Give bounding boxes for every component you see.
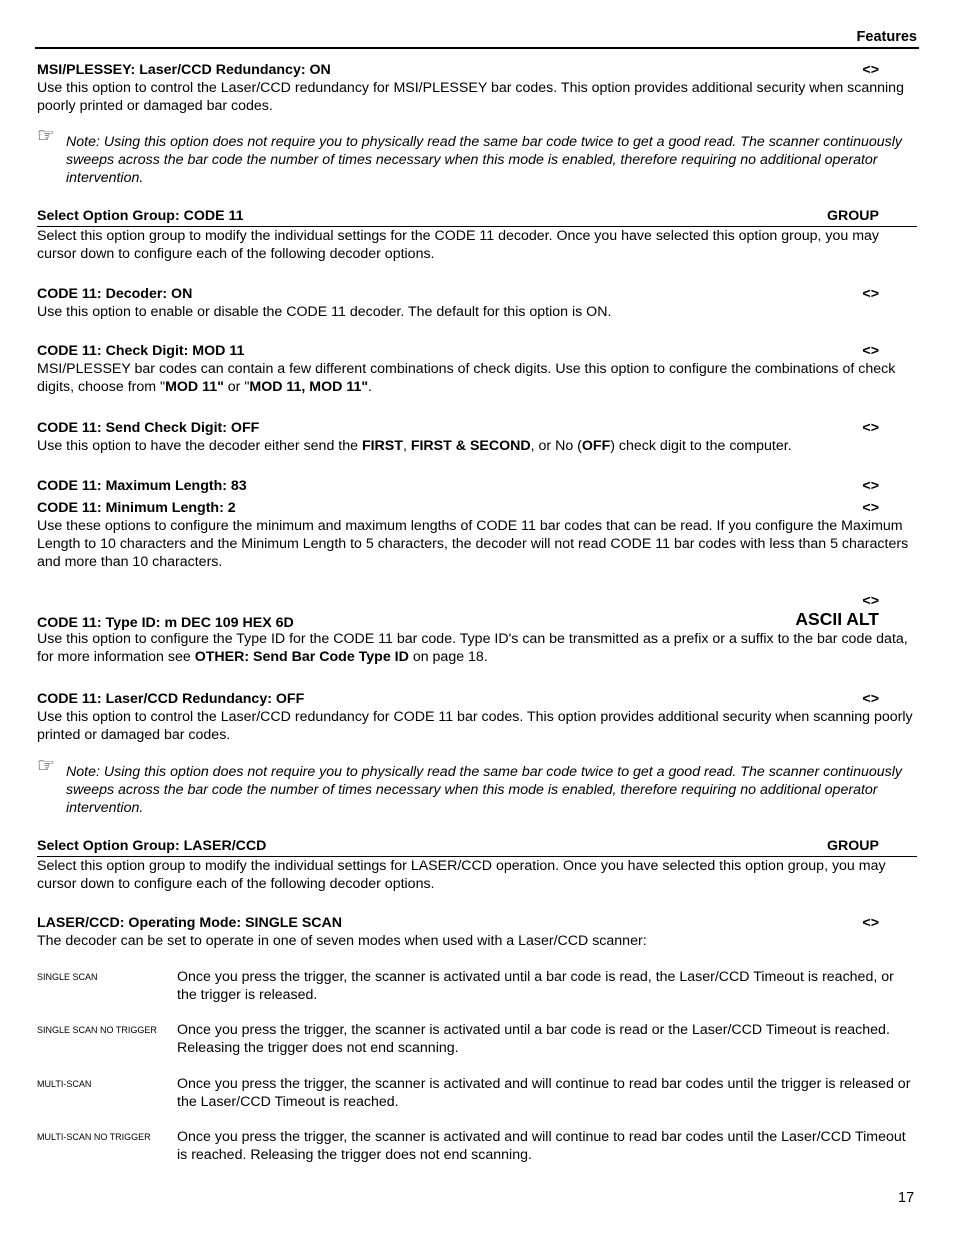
- section-title: MSI/PLESSEY: Laser/CCD Redundancy: ON: [37, 62, 331, 78]
- note-text: Note: Using this option does not require you to physically read the same bar code twice to get a good read. The scanner continuously sweeps across the bar code the number of times necessary when this mode is enabled, therefore requiring no additional operator intervention.: [66, 764, 902, 816]
- group-marker: GROUP: [826, 838, 879, 854]
- pointing-hand-icon: ☞: [37, 125, 55, 147]
- mode-label: MULTI-SCAN: [37, 1079, 92, 1089]
- page-number: 17: [898, 1190, 915, 1206]
- section-msi-redundancy: [37, 61, 917, 115]
- option-marker: <>: [862, 593, 879, 609]
- mode-item: [37, 1075, 917, 1111]
- section-body: Select this option group to modify the individual settings for the CODE 11 decoder. Once you have selected this option group, you may cursor down to configure each of the following decoder options.: [37, 228, 880, 262]
- section-body: The decoder can be set to operate in one of seven modes when used with a Laser/CCD scanner:: [37, 933, 647, 949]
- group-marker: GROUP: [826, 208, 879, 224]
- section-title: LASER/CCD: Operating Mode: SINGLE SCAN: [37, 915, 343, 931]
- section-code11-type-id: [37, 592, 917, 666]
- section-body: Use this option to control the Laser/CCD redundancy for CODE 11 bar codes. This option provides additional security when scanning poorly printed or damaged bar codes.: [37, 709, 913, 743]
- mode-item: [37, 1021, 917, 1057]
- mode-label: MULTI-SCAN NO TRIGGER: [37, 1132, 151, 1142]
- section-code11-redundancy: [37, 690, 917, 744]
- mode-label: SINGLE SCAN: [37, 972, 98, 982]
- option-marker: <>: [862, 343, 879, 359]
- header-rule: [35, 47, 919, 49]
- section-title: CODE 11: Maximum Length: 83: [37, 478, 247, 494]
- section-code11-min-length: [37, 499, 917, 571]
- section-body: Use this option to control the Laser/CCD redundancy for MSI/PLESSEY bar codes. This option provides additional security when scanning poorly printed or damaged bar codes.: [37, 80, 904, 114]
- mode-description: Once you press the trigger, the scanner is activated and will continue to read bar codes until the Laser/CCD Timeout is reached. Releasing the trigger does not end scanning.: [177, 1129, 906, 1163]
- section-body: Use this option to configure the Type ID for the CODE 11 bar code. Type ID's can be transmitted as a prefix or a suffix to the bar code data, for more information see OTHER: Send Bar Code Type ID on page 18.: [37, 631, 908, 665]
- section-code11-check-digit: [37, 342, 917, 396]
- note-1: [37, 125, 917, 187]
- section-body: MSI/PLESSEY bar codes can contain a few different combinations of check digits. Use this option to configure the combinations of check digits, choose from "MOD 11" or "MOD 11, MOD 11".: [37, 361, 896, 395]
- section-code11-max-length: [37, 477, 917, 495]
- mode-label: SINGLE SCAN NO TRIGGER: [37, 1025, 157, 1035]
- section-body: Use this option to have the decoder either send the FIRST, FIRST & SECOND, or No (OFF) check digit to the computer.: [37, 438, 792, 454]
- section-body: Select this option group to modify the individual settings for LASER/CCD operation. Once you have selected this option group, you may cursor down to configure each of the following decoder options.: [37, 858, 886, 892]
- option-marker: <>: [862, 420, 879, 436]
- option-marker: <>: [862, 915, 879, 931]
- section-title: CODE 11: Send Check Digit: OFF: [37, 420, 260, 436]
- section-title: CODE 11: Check Digit: MOD 11: [37, 343, 245, 359]
- mode-item: [37, 968, 917, 1004]
- section-title: CODE 11: Type ID: m DEC 109 HEX 6D: [37, 615, 294, 631]
- section-laser-operating-mode: [37, 914, 917, 950]
- pointing-hand-icon: ☞: [37, 755, 55, 777]
- mode-description: Once you press the trigger, the scanner is activated until a bar code is read, the Laser/CCD Timeout is reached, or the trigger is released.: [177, 969, 894, 1003]
- section-group-code11: [37, 207, 917, 263]
- section-code11-decoder: [37, 285, 917, 321]
- option-marker: <>: [862, 691, 879, 707]
- mode-item: [37, 1128, 917, 1164]
- section-title: CODE 11: Decoder: ON: [37, 286, 193, 302]
- section-body: Use these options to configure the minimum and maximum lengths of CODE 11 bar codes that can be read. If you configure the Maximum Length to 10 characters and the Minimum Length to 5 characters, the decoder will not read CODE 11 bar codes with less than 5 characters and more than 10 characters.: [37, 518, 909, 570]
- mode-description: Once you press the trigger, the scanner is activated until a bar code is read or the Laser/CCD Timeout is reached. Releasing the trigger does not end scanning.: [177, 1022, 890, 1056]
- note-2: [37, 755, 917, 817]
- option-marker: <>: [862, 286, 879, 302]
- section-code11-send-check: [37, 419, 917, 455]
- section-group-laser: [37, 837, 917, 893]
- section-title: Select Option Group: CODE 11: [37, 208, 244, 224]
- section-title: CODE 11: Minimum Length: 2: [37, 500, 236, 516]
- section-body: Use this option to enable or disable the CODE 11 decoder. The default for this option is ON.: [37, 304, 612, 320]
- option-marker: <>: [862, 500, 879, 516]
- option-marker: <>: [862, 62, 879, 78]
- running-header: Features: [856, 29, 917, 45]
- note-text: Note: Using this option does not require you to physically read the same bar code twice to get a good read. The scanner continuously sweeps across the bar code the number of times necessary when this mode is enabled, therefore requiring no additional operator intervention.: [66, 134, 902, 186]
- mode-description: Once you press the trigger, the scanner is activated and will continue to read bar codes until the trigger is released or the Laser/CCD Timeout is reached.: [177, 1076, 911, 1110]
- section-title: Select Option Group: LASER/CCD: [37, 838, 267, 854]
- option-marker: <>: [862, 478, 879, 494]
- section-title: CODE 11: Laser/CCD Redundancy: OFF: [37, 691, 305, 707]
- ascii-alt-label: ASCII ALT: [795, 609, 879, 629]
